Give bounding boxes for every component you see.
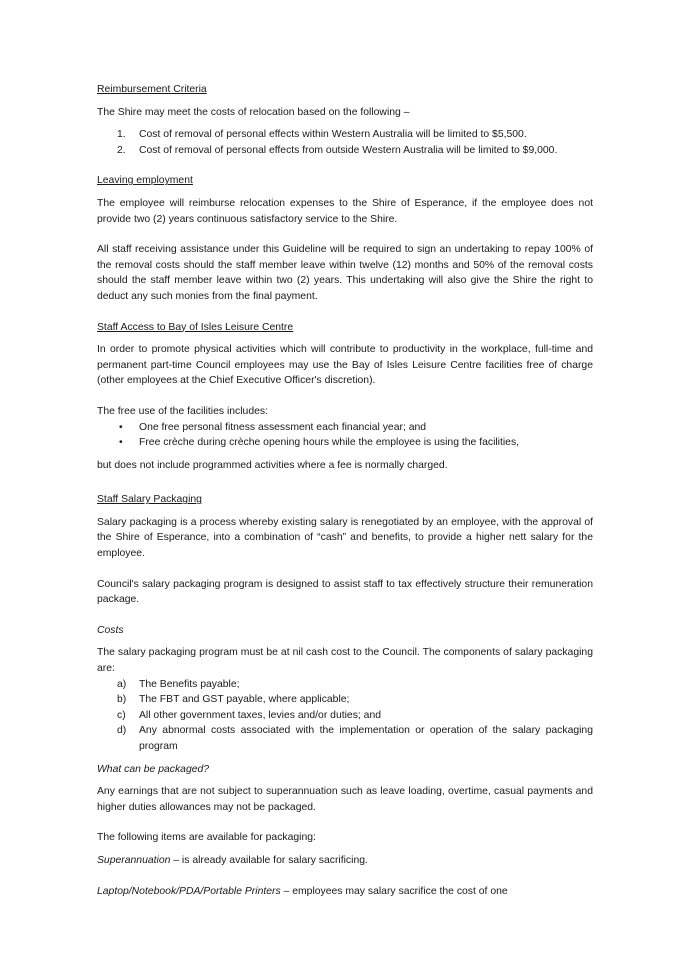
salary-paragraph-1: Salary packaging is a process whereby existing salary is renegotiated by an employee, with the approval of the Shire of Esperance, into a combination of “cash” and benefits, to provide a higher nett salary for the employee. [97,516,593,560]
superannuation-label: Superannuation [97,854,171,866]
list-item: a) The Benefits payable; [117,678,240,690]
leaving-paragraph-1: The employee will reimburse relocation expenses to the Shire of Esperance, if the employee does not provide two (2) years continuous satisfactory service to the Shire. [97,197,593,225]
list-item: • Free crèche during crèche opening hours while the employee is using the facilities, [119,437,520,449]
list-item: b) The FBT and GST payable, where applicable; [117,694,350,706]
leaving-paragraph-2: All staff receiving assistance under this Guideline will be required to sign an undertaking to repay 100% of the removal costs should the staff member leave within twelve (12) months and 50% of the removal costs should the staff member leave within two (2) years. This undertaking will also give the Shire the right to deduct any such monies from the final payment. [97,244,593,302]
salary-heading: Staff Salary Packaging [97,494,202,506]
costs-list [97,677,593,755]
laptop-line [97,884,593,900]
superannuation-text: – is already available for salary sacrificing. [170,854,368,866]
reimbursement-list [97,127,593,158]
leisure-paragraph-1: In order to promote physical activities which will contribute to productivity in the workplace, full-time and permanent part-time Council employees may use the Bay of Isles Leisure Centre facilities free of charge (other employees at the Chief Executive Officer's discretion). [97,344,593,387]
costs-paragraph: The salary packaging program must be at nil cash cost to the Council. The components of salary packaging are: [97,647,593,675]
list-item: d) Any abnormal costs associated with the implementation or operation of the salary packaging program [117,725,593,752]
laptop-text: – employees may salary sacrifice the cost of one [280,885,508,897]
reimbursement-intro: The Shire may meet the costs of relocation based on the following – [97,106,410,118]
reimbursement-heading: Reimbursement Criteria [97,84,207,95]
leaving-heading: Leaving employment [97,175,193,187]
superannuation-line [97,853,593,869]
document-page [97,82,593,899]
what-heading: What can be packaged? [97,763,210,775]
list-item: 2. Cost of removal of personal effects from outside Western Australia will be limited to $9,000. [117,144,558,156]
list-item: c) All other government taxes, levies and/or duties; and [117,709,382,721]
list-item: 1. Cost of removal of personal effects within Western Australia will be limited to $5,500. [117,129,527,141]
list-item: • One free personal fitness assessment each financial year; and [119,421,427,433]
leisure-heading: Staff Access to Bay of Isles Leisure Centre [97,321,294,333]
items-intro: The following items are available for packaging: [97,832,316,844]
laptop-label: Laptop/Notebook/PDA/Portable Printers [97,885,281,897]
what-paragraph: Any earnings that are not subject to superannuation such as leave loading, overtime, casual payments and higher duties allowances may not be packaged. [97,786,593,813]
leisure-bullets [97,420,593,451]
salary-paragraph-2: Council's salary packaging program is designed to assist staff to tax effectively structure their remuneration package. [97,578,593,606]
costs-heading: Costs [97,624,124,636]
leisure-paragraph-3: but does not include programmed activities where a fee is normally charged. [97,459,448,471]
leisure-paragraph-2: The free use of the facilities includes: [97,405,268,417]
